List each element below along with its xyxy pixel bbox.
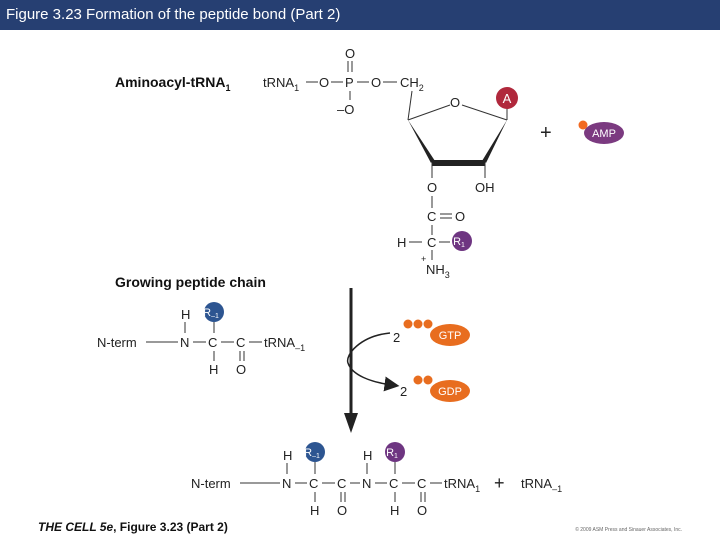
copyright-notice: © 2009 ASM Press and Sinauer Associates, Inc. [575, 527, 682, 533]
growing-chain-label: Growing peptide chain [115, 274, 266, 290]
gdp-count: 2 [400, 384, 408, 399]
amp-label: AMP [592, 128, 616, 140]
phosphate-dot [414, 376, 423, 385]
phosphate-dot [414, 320, 423, 329]
atom-o-minus: –O [337, 102, 355, 117]
phosphate-dot [404, 320, 413, 329]
atom-c: C [427, 235, 437, 250]
r1-label: R1 [453, 236, 465, 249]
atom-c: C [389, 476, 399, 491]
charge-label: + [421, 254, 427, 264]
atom-o: O [319, 75, 330, 90]
gdp-label: GDP [438, 386, 462, 398]
atom-o: O [236, 362, 247, 377]
gtp-count: 2 [393, 330, 401, 345]
title-bar [0, 0, 720, 30]
atom-o: O [455, 209, 466, 224]
atom-c: C [236, 335, 246, 350]
slide-title: Figure 3.23 Formation of the peptide bond (Part 2) [6, 6, 341, 23]
atom-h: H [397, 235, 407, 250]
trna-minus1-label: tRNA$_{-1}$ [264, 335, 306, 353]
atom-h: H [363, 448, 373, 463]
reaction-arrowhead [344, 413, 358, 433]
atom-o: O [345, 46, 356, 61]
rminus1-label: R–1 [304, 447, 320, 460]
atom-o: O [427, 180, 438, 195]
atom-h: H [390, 503, 400, 518]
gtp-label: GTP [438, 330, 462, 342]
atom-n: N [180, 335, 190, 350]
rminus1-label: R–1 [203, 307, 219, 320]
gtp-gdp-arrow [348, 333, 392, 385]
phosphate-dot [424, 376, 433, 385]
phosphate-dot [424, 320, 433, 329]
plus-sign: + [494, 473, 505, 493]
nh3-label: $NH_3$ [426, 262, 450, 280]
book-caption: THE CELL 5e, Figure 3.23 (Part 2) [38, 520, 228, 534]
trna-minus1-label: tRNA$_{-1}$ [521, 476, 563, 494]
atom-h: H [181, 307, 191, 322]
nterm-label: N-term [191, 476, 231, 491]
atom-n: N [362, 476, 372, 491]
atom-o: O [337, 503, 348, 518]
ch2-label: $CH_2$ [400, 75, 424, 93]
aminoacyl-trna-label: Aminoacyl-tRNA$_1$ [115, 74, 231, 93]
atom-c: C [427, 209, 437, 224]
trna1-label: tRNA$_1$ [263, 75, 300, 93]
atom-oh: OH [475, 180, 495, 195]
atom-n: N [282, 476, 292, 491]
nterm-label: N-term [97, 335, 137, 350]
atom-h: H [283, 448, 293, 463]
atom-c: C [309, 476, 319, 491]
peptide-bond-diagram [0, 30, 720, 520]
trna1-label: tRNA$_1$ [444, 476, 481, 494]
atom-o: O [371, 75, 382, 90]
atom-p: P [345, 75, 354, 90]
atom-o: O [417, 503, 428, 518]
atom-h: H [310, 503, 320, 518]
adenine-label: A [502, 91, 512, 106]
ring-oxygen: O [450, 95, 461, 110]
atom-c: C [337, 476, 347, 491]
atom-c: C [208, 335, 218, 350]
r1-label: R1 [386, 447, 398, 460]
atom-c: C [417, 476, 427, 491]
plus-sign: + [540, 122, 552, 144]
atom-h: H [209, 362, 219, 377]
